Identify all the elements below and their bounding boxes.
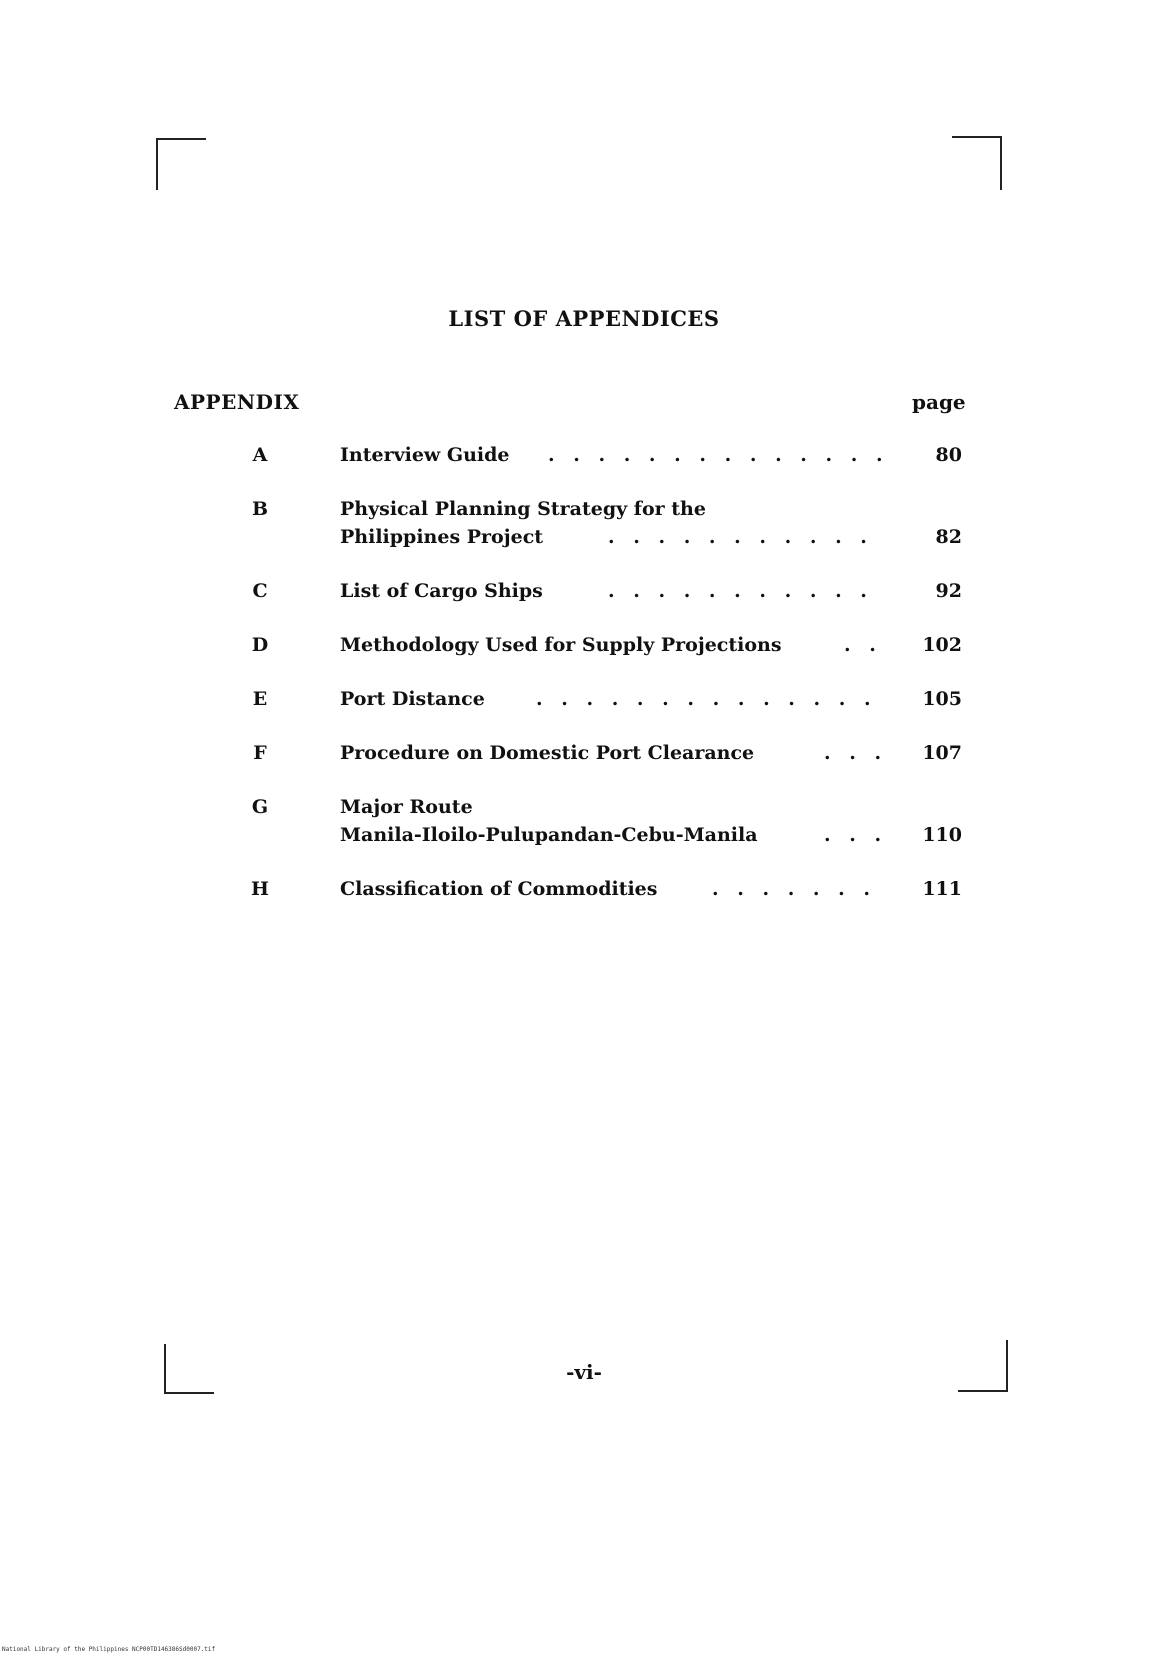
entry-page: 105 [922,688,962,710]
column-header-page: page [912,390,966,414]
dot-leader: . . . . . . . . . . . . . . [536,688,877,710]
column-header-appendix: APPENDIX [174,390,300,414]
page-number: -vi- [566,1360,602,1384]
appendix-entry-h [0,878,1168,932]
entry-title: Physical Planning Strategy for the [340,498,706,520]
entry-title: List of Cargo Ships [340,580,543,602]
entry-page: 111 [922,878,962,900]
dot-leader: . . . [824,742,888,764]
appendix-list [0,444,1168,932]
entry-page: 107 [922,742,962,764]
entry-page: 102 [922,634,962,656]
entry-title-continued: Philippines Project [340,526,544,548]
entry-page: 110 [922,824,962,846]
appendix-entry-b [0,498,1168,580]
crop-mark-top-left [156,138,206,190]
appendix-entry-a [0,444,1168,498]
entry-letter: H [251,878,269,900]
dot-leader: . . . . . . . . . . . . . . [548,444,889,466]
entry-letter: D [251,634,269,656]
page-title: LIST OF APPENDICES [448,306,720,331]
entry-page: 80 [935,444,962,466]
entry-title: Port Distance [340,688,485,710]
entry-title-continued: Manila-Iloilo-Pulupandan-Cebu-Manila [340,824,758,846]
entry-page: 92 [935,580,962,602]
entry-letter: G [251,796,269,818]
appendix-entry-e [0,688,1168,742]
dot-leader: . . . . . . . [712,878,876,900]
entry-letter: E [252,688,268,710]
entry-page: 82 [935,526,962,548]
appendix-entry-f [0,742,1168,796]
scan-credit: National Library of the Philippines NCP00TD146386Sd0007.tif [2,1646,216,1653]
entry-title: Classification of Commodities [340,878,658,900]
appendix-entry-c [0,580,1168,634]
entry-letter: A [252,444,268,466]
crop-mark-top-right [952,136,1002,190]
entry-letter: C [252,580,268,602]
dot-leader: . . . . . . . . . . . [608,580,873,602]
entry-title: Methodology Used for Supply Projections [340,634,782,656]
dot-leader: . . . . . . . . . . . [608,526,873,548]
entry-letter: B [251,498,269,520]
dot-leader: . . . [824,824,888,846]
dot-leader: . . [844,634,882,656]
appendix-entry-g [0,796,1168,878]
appendix-entry-d [0,634,1168,688]
entry-letter: F [253,742,267,764]
entry-title: Procedure on Domestic Port Clearance [340,742,755,764]
entry-title: Major Route [340,796,473,818]
entry-title: Interview Guide [340,444,510,466]
